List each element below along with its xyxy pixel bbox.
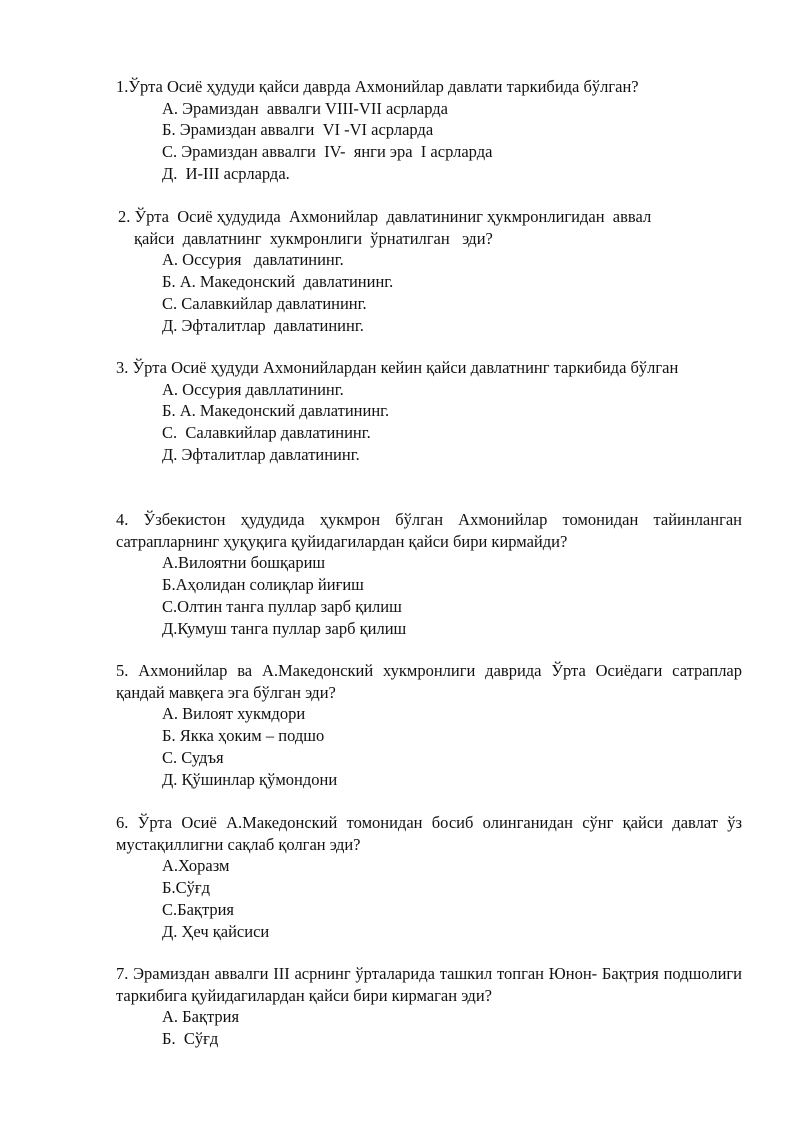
question-text: 3. Ўрта Осиё ҳудуди Ахмонийлардан кейин қайси давлатнинг таркибида бўлган [116, 358, 679, 377]
question-text-line-1: 2. Ўрта Осиё ҳудудида Ахмонийлар давлатининиг ҳукмронлигидан аввал [118, 207, 652, 226]
question-4 [116, 509, 742, 639]
question-text: 1.Ўрта Осиё ҳудуди қайси даврда Ахмонийлар давлати таркибида бўлган? [116, 77, 639, 96]
answer-option: А.Хоразм [162, 856, 230, 876]
question-text-line-2: қайси давлатнинг хукмронлиги ўрнатилган эди? [134, 228, 493, 248]
question-text: 4. Ўзбекистон ҳудудида ҳукмрон бўлган Ахмонийлар томонидан тайинланган сатрапларнинг ҳуқуқига қуйидагилардан қайси бири кирмайди? [116, 510, 742, 551]
answer-list [116, 703, 742, 790]
question-text: 6. Ўрта Осиё А.Македонский томонидан босиб олинганидан сўнг қайси давлат ўз мустақиллигни сақлаб қолган эди? [116, 813, 742, 854]
question-text [118, 206, 758, 249]
answer-option: А. Эрамиздан аввалги VIII-VII асрларда [162, 98, 448, 118]
answer-list [116, 379, 742, 466]
question-3 [116, 357, 742, 466]
answer-option: Д. И-III асрларда. [162, 163, 290, 183]
answer-option: А.Вилоятни бошқариш [162, 553, 326, 573]
answer-option: А. Бақтрия [162, 1007, 240, 1027]
answer-option: С. Эрамиздан аввалги IV- янги эра I асрларда [162, 142, 493, 162]
answer-option: Б. Якка ҳоким – подшо [162, 726, 325, 746]
question-text: 7. Эрамиздан аввалги III асрнинг ўрталарида ташкил топган Юнон- Бақтрия подшолиги таркибига қуйидагилардан қайси бири кирмаган эди? [116, 964, 742, 1005]
answer-list [116, 98, 756, 185]
question-5 [116, 660, 742, 790]
answer-option: Д. Ҳеч қайсиси [162, 921, 270, 941]
answer-option: С.Олтин танга пуллар зарб қилиш [162, 596, 402, 616]
answer-list [116, 552, 742, 639]
answer-list [116, 855, 742, 942]
answer-option: С. Судъя [162, 747, 224, 767]
question-7 [116, 963, 742, 1050]
answer-option: Б. А. Македонский давлатининг. [162, 272, 394, 292]
question-text: 5. Ахмонийлар ва А.Македонский хукмронлиги даврида Ўрта Осиёдаги сатраплар қандай мавқега эга бўлган эди? [116, 661, 742, 702]
question-6 [116, 812, 742, 942]
answer-option: Б. А. Македонский давлатининг. [162, 401, 390, 421]
question-1 [116, 76, 756, 185]
answer-option: А. Оссурия давлатининг. [162, 250, 344, 270]
answer-option: А. Вилоят хукмдори [162, 704, 306, 724]
answer-option: С. Салавкийлар давлатининг. [162, 293, 367, 313]
answer-option: С.Бақтрия [162, 899, 235, 919]
answer-option: Б. Сўғд [162, 1029, 219, 1049]
answer-option: Д. Қўшинлар қўмондони [162, 769, 338, 789]
answer-option: Б.Сўғд [162, 878, 211, 898]
answer-option: С. Салавкийлар давлатининг. [162, 423, 371, 443]
answer-list [116, 1006, 742, 1049]
answer-option: Д. Эфталитлар давлатининг. [162, 315, 364, 335]
answer-option: Б. Эрамиздан аввалги VI -VI асрларда [162, 120, 434, 140]
question-2 [118, 206, 758, 336]
answer-option: Д.Кумуш танга пуллар зарб қилиш [162, 618, 407, 638]
answer-option: А. Оссурия давллатининг. [162, 379, 344, 399]
answer-option: Б.Аҳолидан солиқлар йиғиш [162, 575, 364, 595]
answer-list [118, 249, 758, 336]
answer-option: Д. Эфталитлар давлатининг. [162, 444, 360, 464]
